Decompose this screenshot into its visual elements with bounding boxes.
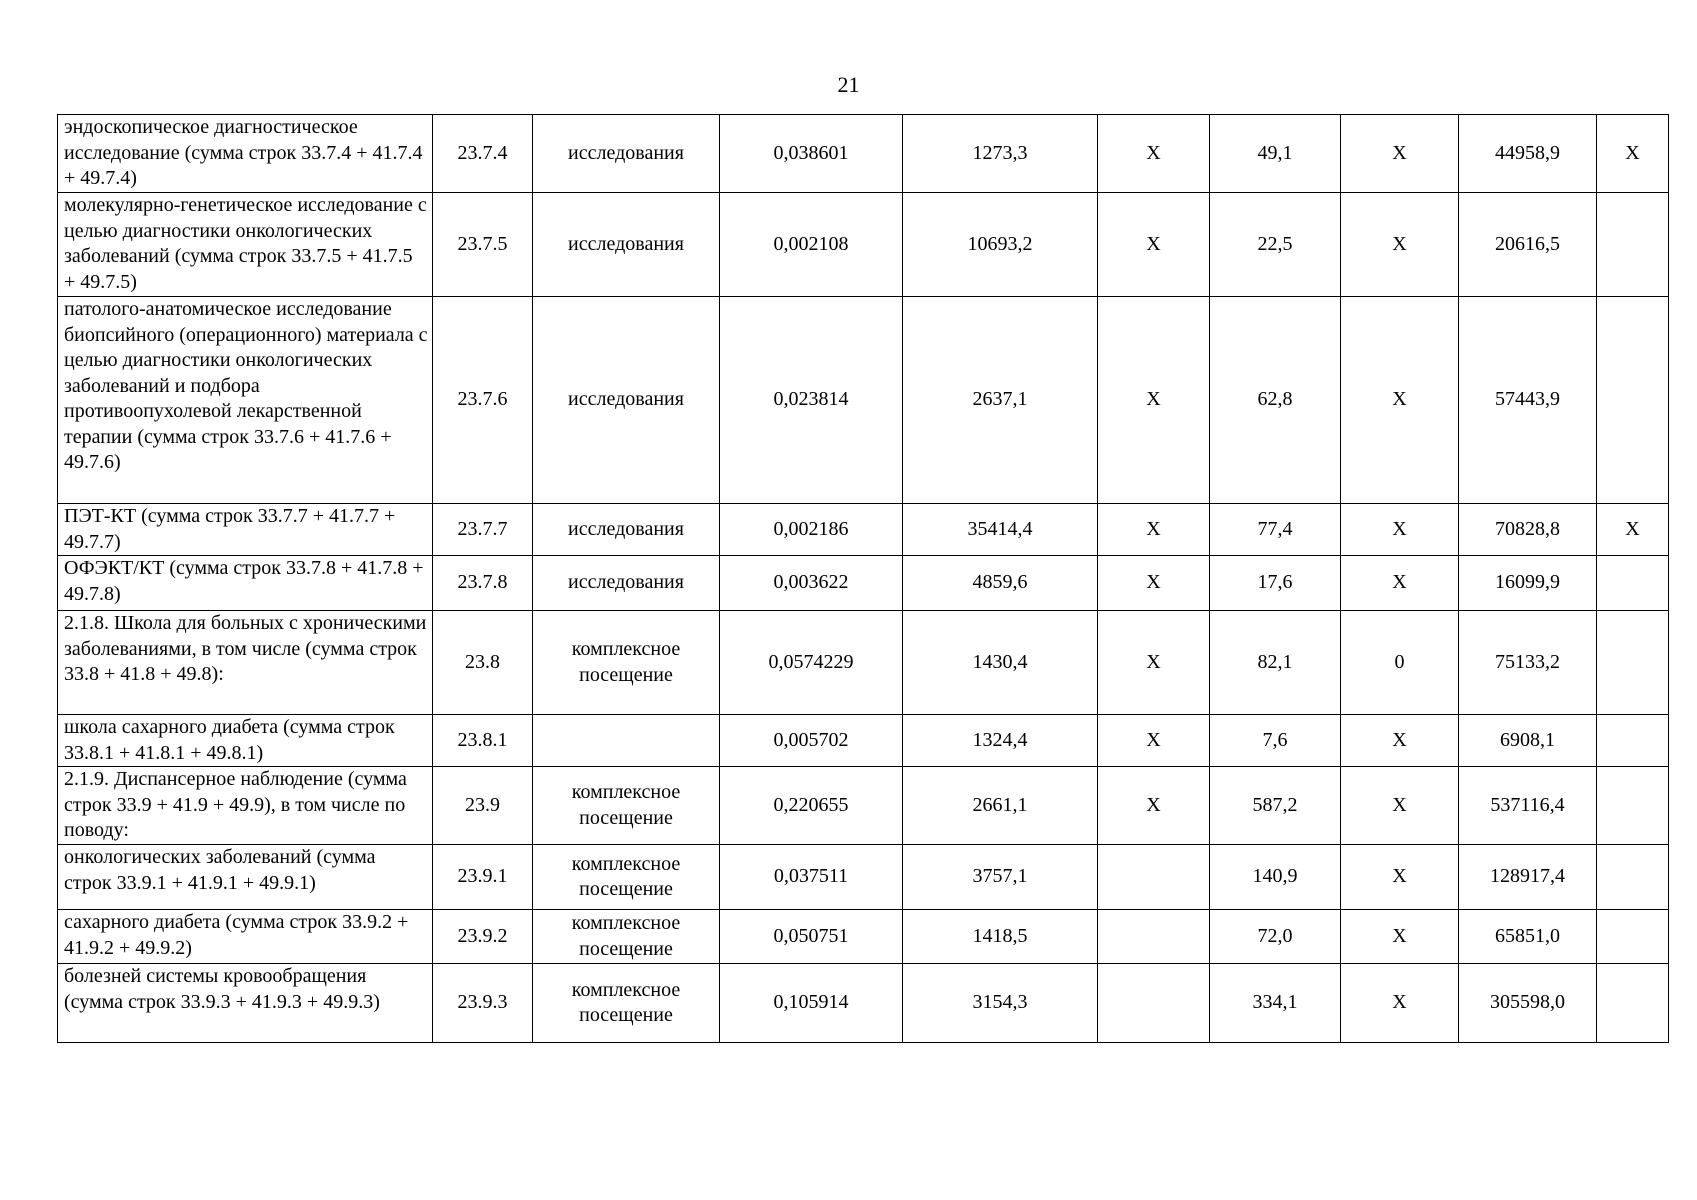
row-norm-cell: 0,038601 (720, 115, 903, 193)
row-col9-cell: 16099,9 (1459, 556, 1597, 611)
row-cost-cell: 35414,4 (903, 504, 1098, 556)
row-col6-cell: X (1098, 767, 1210, 845)
row-col9-cell: 70828,8 (1459, 504, 1597, 556)
row-col10-cell (1597, 845, 1669, 910)
row-unit-cell: исследования (533, 504, 720, 556)
row-col9-cell: 6908,1 (1459, 715, 1597, 767)
table-row (58, 910, 1669, 964)
row-col7-cell: 587,2 (1210, 767, 1341, 845)
row-norm-cell: 0,023814 (720, 297, 903, 504)
row-unit-cell: комплексное посещение (533, 845, 720, 910)
data-table (57, 114, 1669, 1043)
row-name-cell: 2.1.8. Школа для больных с хроническими заболеваниями, в том числе (сумма строк 33.8 + 41.8 + 49.8): (58, 611, 433, 715)
row-col8-cell: X (1341, 910, 1459, 964)
row-col9-cell: 537116,4 (1459, 767, 1597, 845)
row-cost-cell: 1273,3 (903, 115, 1098, 193)
row-col10-cell (1597, 715, 1669, 767)
row-col6-cell: X (1098, 297, 1210, 504)
row-name-cell: сахарного диабета (сумма строк 33.9.2 + 41.9.2 + 49.9.2) (58, 910, 433, 964)
table-row (58, 715, 1669, 767)
row-col7-cell: 17,6 (1210, 556, 1341, 611)
table-row (58, 504, 1669, 556)
row-col10-cell (1597, 767, 1669, 845)
row-col6-cell (1098, 910, 1210, 964)
row-col10-cell (1597, 556, 1669, 611)
row-unit-cell: комплексное посещение (533, 767, 720, 845)
row-cost-cell: 4859,6 (903, 556, 1098, 611)
table-row (58, 845, 1669, 910)
row-col8-cell: 0 (1341, 611, 1459, 715)
row-code-cell: 23.7.4 (433, 115, 533, 193)
row-unit-cell: исследования (533, 556, 720, 611)
row-name-cell: 2.1.9. Диспансерное наблюдение (сумма строк 33.9 + 41.9 + 49.9), в том числе по поводу: (58, 767, 433, 845)
row-col8-cell: X (1341, 767, 1459, 845)
row-col6-cell: X (1098, 715, 1210, 767)
row-name-cell: ПЭТ-КТ (сумма строк 33.7.7 + 41.7.7 + 49.7.7) (58, 504, 433, 556)
row-col9-cell: 44958,9 (1459, 115, 1597, 193)
row-col7-cell: 49,1 (1210, 115, 1341, 193)
row-unit-cell: исследования (533, 115, 720, 193)
row-col8-cell: X (1341, 504, 1459, 556)
row-col6-cell: X (1098, 611, 1210, 715)
row-col6-cell: X (1098, 504, 1210, 556)
row-cost-cell: 3154,3 (903, 964, 1098, 1043)
row-unit-cell: комплексное посещение (533, 910, 720, 964)
row-norm-cell: 0,003622 (720, 556, 903, 611)
row-col6-cell (1098, 845, 1210, 910)
row-col7-cell: 72,0 (1210, 910, 1341, 964)
row-name-cell: болезней системы кровообращения (сумма строк 33.9.3 + 41.9.3 + 49.9.3) (58, 964, 433, 1043)
row-col10-cell: X (1597, 115, 1669, 193)
row-col8-cell: X (1341, 964, 1459, 1043)
row-norm-cell: 0,0574229 (720, 611, 903, 715)
row-col10-cell (1597, 964, 1669, 1043)
row-code-cell: 23.7.6 (433, 297, 533, 504)
row-code-cell: 23.8 (433, 611, 533, 715)
row-norm-cell: 0,050751 (720, 910, 903, 964)
page-number: 21 (837, 72, 860, 97)
table-row (58, 193, 1669, 297)
row-code-cell: 23.8.1 (433, 715, 533, 767)
row-col10-cell: X (1597, 504, 1669, 556)
row-col10-cell (1597, 910, 1669, 964)
row-col10-cell (1597, 611, 1669, 715)
row-col7-cell: 62,8 (1210, 297, 1341, 504)
row-code-cell: 23.9.3 (433, 964, 533, 1043)
row-col9-cell: 305598,0 (1459, 964, 1597, 1043)
row-col10-cell (1597, 193, 1669, 297)
row-col9-cell: 57443,9 (1459, 297, 1597, 504)
row-code-cell: 23.9.2 (433, 910, 533, 964)
row-col7-cell: 140,9 (1210, 845, 1341, 910)
row-code-cell: 23.7.8 (433, 556, 533, 611)
table-row (58, 964, 1669, 1043)
row-cost-cell: 10693,2 (903, 193, 1098, 297)
table-row (58, 611, 1669, 715)
row-col9-cell: 20616,5 (1459, 193, 1597, 297)
row-col9-cell: 128917,4 (1459, 845, 1597, 910)
row-norm-cell: 0,002186 (720, 504, 903, 556)
table-body (58, 115, 1669, 1043)
row-unit-cell: исследования (533, 297, 720, 504)
row-name-cell: эндоскопическое диагностическое исследование (сумма строк 33.7.4 + 41.7.4 + 49.7.4) (58, 115, 433, 193)
row-col6-cell: X (1098, 556, 1210, 611)
row-unit-cell (533, 715, 720, 767)
row-unit-cell: комплексное посещение (533, 611, 720, 715)
row-name-cell: школа сахарного диабета (сумма строк 33.8.1 + 41.8.1 + 49.8.1) (58, 715, 433, 767)
row-col8-cell: X (1341, 297, 1459, 504)
row-col7-cell: 334,1 (1210, 964, 1341, 1043)
row-name-cell: молекулярно-генетическое исследование с целью диагностики онкологических заболеваний (сумма строк 33.7.5 + 41.7.5 + 49.7.5) (58, 193, 433, 297)
row-norm-cell: 0,002108 (720, 193, 903, 297)
table-row (58, 115, 1669, 193)
row-col7-cell: 77,4 (1210, 504, 1341, 556)
row-col8-cell: X (1341, 556, 1459, 611)
row-col9-cell: 65851,0 (1459, 910, 1597, 964)
row-col7-cell: 82,1 (1210, 611, 1341, 715)
row-cost-cell: 1430,4 (903, 611, 1098, 715)
row-col6-cell (1098, 964, 1210, 1043)
row-norm-cell: 0,037511 (720, 845, 903, 910)
row-col8-cell: X (1341, 193, 1459, 297)
row-code-cell: 23.9 (433, 767, 533, 845)
row-col6-cell: X (1098, 115, 1210, 193)
row-col10-cell (1597, 297, 1669, 504)
row-cost-cell: 2661,1 (903, 767, 1098, 845)
table-row (58, 556, 1669, 611)
row-col7-cell: 7,6 (1210, 715, 1341, 767)
row-norm-cell: 0,105914 (720, 964, 903, 1043)
row-code-cell: 23.9.1 (433, 845, 533, 910)
row-cost-cell: 1324,4 (903, 715, 1098, 767)
row-col7-cell: 22,5 (1210, 193, 1341, 297)
row-col9-cell: 75133,2 (1459, 611, 1597, 715)
row-col8-cell: X (1341, 715, 1459, 767)
row-cost-cell: 2637,1 (903, 297, 1098, 504)
row-unit-cell: исследования (533, 193, 720, 297)
row-name-cell: патолого-анатомическое исследование биопсийного (операционного) материала с целью диагностики онкологических заболеваний и подбора противоопухолевой лекарственной терапии (сумма строк 33.7.6 + 41.7.6 + 49.7.6) (58, 297, 433, 504)
table-row (58, 767, 1669, 845)
row-col8-cell: X (1341, 115, 1459, 193)
row-cost-cell: 1418,5 (903, 910, 1098, 964)
row-col8-cell: X (1341, 845, 1459, 910)
row-code-cell: 23.7.7 (433, 504, 533, 556)
row-name-cell: онкологических заболеваний (сумма строк 33.9.1 + 41.9.1 + 49.9.1) (58, 845, 433, 910)
row-col6-cell: X (1098, 193, 1210, 297)
table-row (58, 297, 1669, 504)
row-code-cell: 23.7.5 (433, 193, 533, 297)
row-norm-cell: 0,005702 (720, 715, 903, 767)
row-cost-cell: 3757,1 (903, 845, 1098, 910)
row-name-cell: ОФЭКТ/КТ (сумма строк 33.7.8 + 41.7.8 + 49.7.8) (58, 556, 433, 611)
row-unit-cell: комплексное посещение (533, 964, 720, 1043)
row-norm-cell: 0,220655 (720, 767, 903, 845)
